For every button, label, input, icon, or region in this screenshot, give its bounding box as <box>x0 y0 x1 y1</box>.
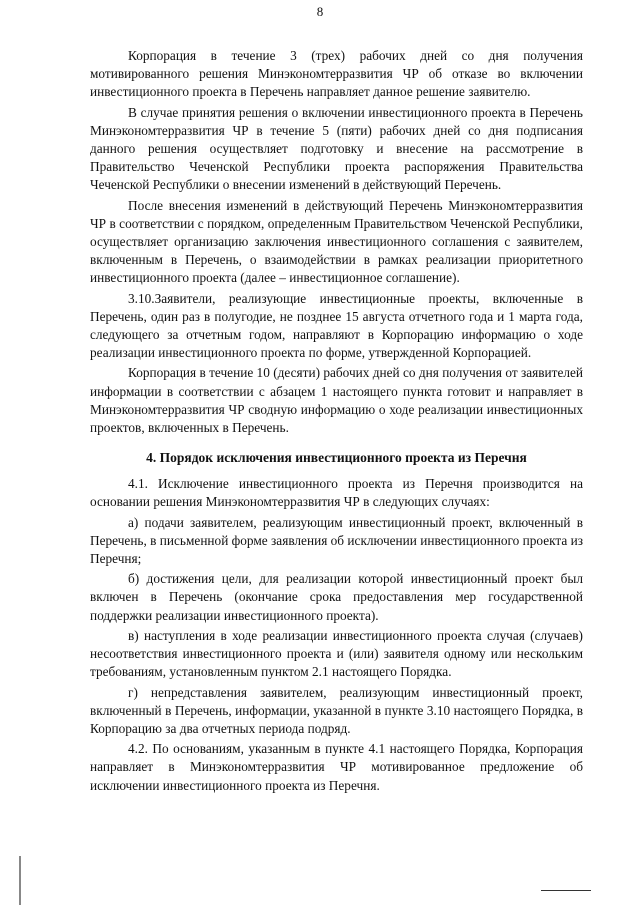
paragraph: 3.10.Заявители, реализующие инвестиционные проекты, включенные в Перечень, один раз в полугодие, не позднее 15 августа отчетного года и 1 марта года, следующего за отчетным годом, направляют в Корпорацию информацию о ходе реализации инвестиционного проекта по форме, утвержденной Корпорацией. <box>90 290 583 361</box>
scan-artifact <box>19 856 21 905</box>
section-heading: 4. Порядок исключения инвестиционного проекта из Перечня <box>146 450 527 466</box>
list-item-c: в) наступления в ходе реализации инвестиционного проекта случая (случаев) несоответствия инвестиционного проекта и (или) заявителя одному или нескольким требованиям, установленным пунктом 2.1 настоящего Порядка. <box>90 627 583 680</box>
list-item-d: г) непредставления заявителем, реализующим инвестиционный проект, включенный в Перечень, информации, указанной в пункте 3.10 настоящего Порядка, в Корпорацию за два отчетных периода подряд. <box>90 684 583 736</box>
document-body <box>90 47 583 797</box>
footer-rule <box>541 890 591 891</box>
paragraph: 4.2. По основаниям, указанным в пункте 4.1 настоящего Порядка, Корпорация направляет в Минэкономтерразвития ЧР мотивированное предложение об исключении инвестиционного проекта из Перечня. <box>90 741 583 793</box>
paragraph: В случае принятия решения о включении инвестиционного проекта в Перечень Минэкономтерразвития ЧР в течение 5 (пяти) рабочих дней со дня подписания данного решения осуществляет подготовку и внесение на рассмотрение в Правительство Чеченской Республики проекта распоряжения Правительства Чеченской Республики о внесении изменений в действующий Перечень. <box>90 104 583 193</box>
paragraph: Корпорация в течение 3 (трех) рабочих дней со дня получения мотивированного решения Минэкономтерразвития ЧР об отказе во включении инвестиционного проекта в Перечень направляет данное решение заявителю. <box>90 48 583 100</box>
paragraph: После внесения изменений в действующий Перечень Минэкономтерразвития ЧР в соответствии с порядком, определенным Правительством Чеченской Республики, осуществляет организацию заключения инвестиционного соглашения с заявителем, включенным в Перечень, о взаимодействии в рамках реализации приоритетного инвестиционного проекта (далее – инвестиционное соглашение). <box>90 197 583 286</box>
paragraph: 4.1. Исключение инвестиционного проекта из Перечня производится на основании решения Минэкономтерразвития ЧР в следующих случаях: <box>90 476 583 510</box>
paragraph: Корпорация в течение 10 (десяти) рабочих дней со дня получения от заявителей информации в соответствии с абзацем 1 настоящего пункта готовит и направляет в Минэкономтерразвития ЧР сводную информацию о ходе реализации инвестиционных проектов, включенных в Перечень. <box>90 365 583 436</box>
list-item-a: а) подачи заявителем, реализующим инвестиционный проект, включенный в Перечень, в письменной форме заявления об исключении инвестиционного проекта из Перечня; <box>90 514 583 567</box>
page-number: 8 <box>316 4 324 19</box>
list-item-b: б) достижения цели, для реализации которой инвестиционный проект был включен в Перечень (окончание срока предоставления мер государственной поддержки реализации инвестиционного проекта). <box>90 571 583 623</box>
